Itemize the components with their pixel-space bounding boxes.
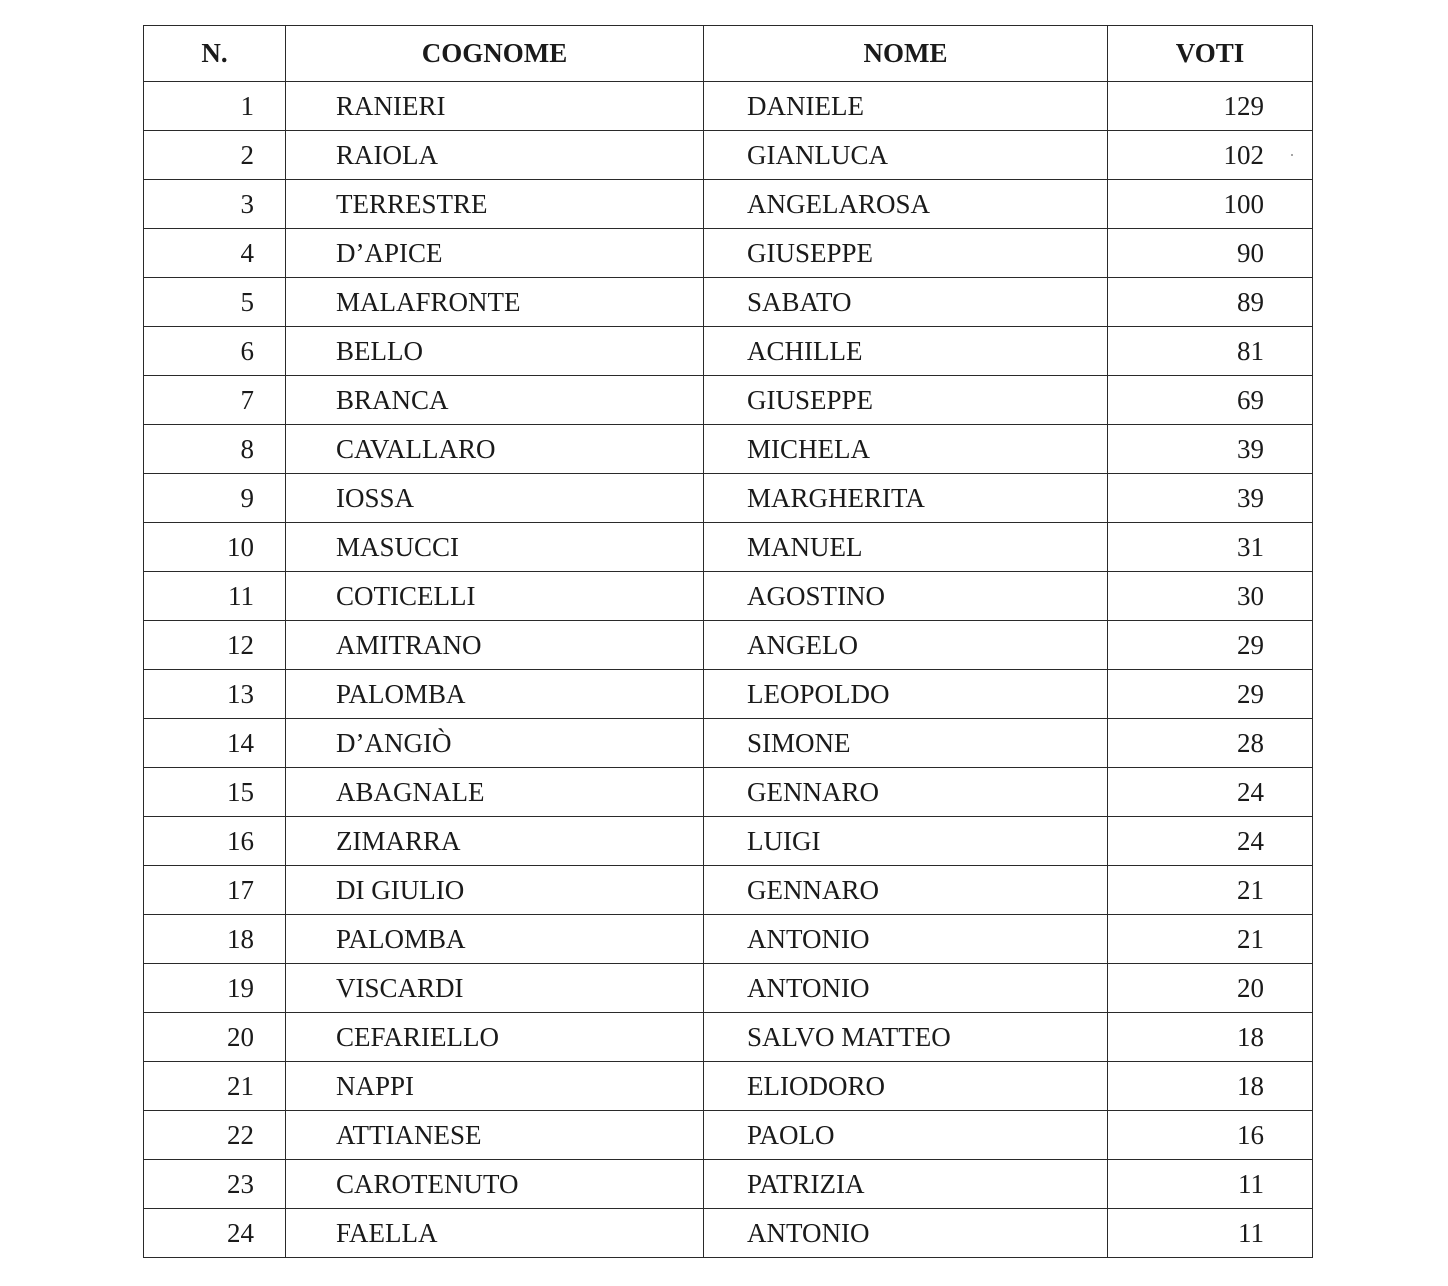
cell-n: 15 [144,768,286,817]
table-row [144,278,1313,327]
table-row [144,670,1313,719]
cell-n: 22 [144,1111,286,1160]
cell-voti: 21 [1108,915,1313,964]
cell-n: 18 [144,915,286,964]
table-row [144,1111,1313,1160]
cell-cognome: DI GIULIO [286,866,704,915]
cell-cognome: PALOMBA [286,915,704,964]
table-row [144,327,1313,376]
cell-cognome: AMITRANO [286,621,704,670]
results-table [143,25,1313,1258]
cell-voti: 24 [1108,768,1313,817]
cell-cognome: D’APICE [286,229,704,278]
table-row [144,523,1313,572]
cell-cognome: COTICELLI [286,572,704,621]
cell-n: 12 [144,621,286,670]
cell-n: 20 [144,1013,286,1062]
cell-nome: ACHILLE [704,327,1108,376]
cell-n: 6 [144,327,286,376]
cell-cognome: NAPPI [286,1062,704,1111]
table-row [144,621,1313,670]
cell-n: 2 [144,131,286,180]
cell-n: 3 [144,180,286,229]
header-n: N. [144,26,286,82]
table-row [144,915,1313,964]
header-row [144,26,1313,82]
cell-cognome: ABAGNALE [286,768,704,817]
scan-speck [1291,154,1293,156]
cell-n: 13 [144,670,286,719]
cell-n: 23 [144,1160,286,1209]
table-header [144,26,1313,82]
cell-n: 10 [144,523,286,572]
table-row [144,964,1313,1013]
cell-nome: ANGELO [704,621,1108,670]
cell-n: 16 [144,817,286,866]
cell-voti: 18 [1108,1013,1313,1062]
cell-n: 5 [144,278,286,327]
table-row [144,425,1313,474]
cell-nome: ANGELAROSA [704,180,1108,229]
cell-nome: SABATO [704,278,1108,327]
table-row [144,82,1313,131]
cell-cognome: BELLO [286,327,704,376]
cell-cognome: TERRESTRE [286,180,704,229]
cell-cognome: BRANCA [286,376,704,425]
cell-nome: DANIELE [704,82,1108,131]
cell-n: 7 [144,376,286,425]
cell-voti: 30 [1108,572,1313,621]
cell-cognome: FAELLA [286,1209,704,1258]
header-voti: VOTI [1108,26,1313,82]
cell-nome: LEOPOLDO [704,670,1108,719]
cell-voti: 28 [1108,719,1313,768]
cell-voti: 39 [1108,425,1313,474]
table-row [144,719,1313,768]
cell-nome: GENNARO [704,866,1108,915]
cell-voti: 31 [1108,523,1313,572]
cell-voti: 29 [1108,621,1313,670]
cell-nome: SALVO MATTEO [704,1013,1108,1062]
table-body [144,82,1313,1258]
table-row [144,1062,1313,1111]
cell-n: 24 [144,1209,286,1258]
cell-nome: ELIODORO [704,1062,1108,1111]
cell-voti: 11 [1108,1209,1313,1258]
table-row [144,474,1313,523]
cell-voti: 129 [1108,82,1313,131]
cell-cognome: PALOMBA [286,670,704,719]
cell-nome: MICHELA [704,425,1108,474]
table-row [144,572,1313,621]
cell-voti: 100 [1108,180,1313,229]
cell-nome: ANTONIO [704,1209,1108,1258]
cell-voti: 21 [1108,866,1313,915]
cell-cognome: CAROTENUTO [286,1160,704,1209]
cell-cognome: CAVALLARO [286,425,704,474]
cell-nome: GENNARO [704,768,1108,817]
cell-cognome: CEFARIELLO [286,1013,704,1062]
cell-cognome: RAIOLA [286,131,704,180]
cell-cognome: D’ANGIÒ [286,719,704,768]
cell-voti: 81 [1108,327,1313,376]
cell-n: 1 [144,82,286,131]
cell-voti: 102 [1108,131,1313,180]
cell-voti: 24 [1108,817,1313,866]
cell-nome: GIANLUCA [704,131,1108,180]
cell-voti: 39 [1108,474,1313,523]
header-cognome: COGNOME [286,26,704,82]
table-row [144,1013,1313,1062]
cell-nome: SIMONE [704,719,1108,768]
cell-nome: PAOLO [704,1111,1108,1160]
table-row [144,1160,1313,1209]
cell-nome: MARGHERITA [704,474,1108,523]
cell-cognome: ATTIANESE [286,1111,704,1160]
cell-cognome: MASUCCI [286,523,704,572]
cell-nome: MANUEL [704,523,1108,572]
table-row [144,229,1313,278]
cell-n: 17 [144,866,286,915]
cell-cognome: VISCARDI [286,964,704,1013]
table-row [144,768,1313,817]
cell-n: 4 [144,229,286,278]
cell-voti: 11 [1108,1160,1313,1209]
cell-voti: 20 [1108,964,1313,1013]
cell-voti: 69 [1108,376,1313,425]
cell-voti: 90 [1108,229,1313,278]
cell-n: 14 [144,719,286,768]
table-row [144,131,1313,180]
cell-cognome: ZIMARRA [286,817,704,866]
table-row [144,866,1313,915]
cell-voti: 89 [1108,278,1313,327]
table-row [144,180,1313,229]
cell-nome: ANTONIO [704,964,1108,1013]
cell-voti: 16 [1108,1111,1313,1160]
table-row [144,376,1313,425]
cell-cognome: RANIERI [286,82,704,131]
table-row [144,817,1313,866]
cell-nome: PATRIZIA [704,1160,1108,1209]
cell-nome: AGOSTINO [704,572,1108,621]
cell-n: 19 [144,964,286,1013]
cell-cognome: MALAFRONTE [286,278,704,327]
table-row [144,1209,1313,1258]
cell-n: 8 [144,425,286,474]
cell-n: 21 [144,1062,286,1111]
cell-voti: 29 [1108,670,1313,719]
cell-nome: GIUSEPPE [704,229,1108,278]
header-nome: NOME [704,26,1108,82]
cell-nome: LUIGI [704,817,1108,866]
cell-n: 9 [144,474,286,523]
cell-n: 11 [144,572,286,621]
cell-cognome: IOSSA [286,474,704,523]
cell-nome: ANTONIO [704,915,1108,964]
cell-voti: 18 [1108,1062,1313,1111]
cell-nome: GIUSEPPE [704,376,1108,425]
